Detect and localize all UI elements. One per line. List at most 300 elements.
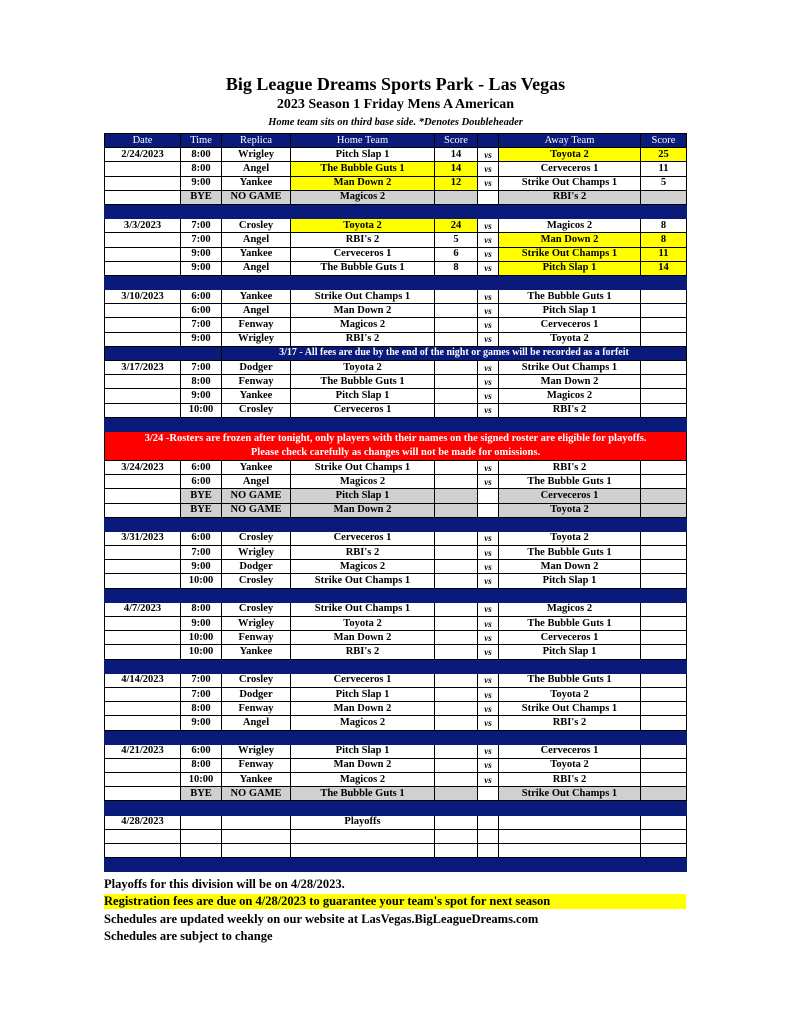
home-team: Pitch Slap 1 bbox=[291, 389, 435, 403]
home-team: Strike Out Champs 1 bbox=[291, 460, 435, 474]
game-date bbox=[105, 176, 181, 190]
game-date: 4/14/2023 bbox=[105, 673, 181, 687]
game-time: 7:00 bbox=[181, 687, 222, 701]
home-score: 5 bbox=[435, 233, 478, 247]
replica-field: NO GAME bbox=[222, 489, 291, 503]
game-date bbox=[105, 773, 181, 787]
home-team: Man Down 2 bbox=[291, 631, 435, 645]
replica-field: Crosley bbox=[222, 219, 291, 233]
separator-band bbox=[105, 204, 687, 218]
replica-field: NO GAME bbox=[222, 787, 291, 801]
replica-field: Angel bbox=[222, 475, 291, 489]
home-team: The Bubble Guts 1 bbox=[291, 261, 435, 275]
vs-label: vs bbox=[478, 375, 499, 389]
replica-field: Angel bbox=[222, 716, 291, 730]
replica-field: Fenway bbox=[222, 375, 291, 389]
away-team: Toyota 2 bbox=[499, 332, 641, 346]
vs-label: vs bbox=[478, 617, 499, 631]
replica-field: Yankee bbox=[222, 290, 291, 304]
away-score bbox=[641, 375, 687, 389]
vs-label: vs bbox=[478, 758, 499, 772]
game-time: 8:00 bbox=[181, 375, 222, 389]
game-date bbox=[105, 489, 181, 503]
away-score bbox=[641, 361, 687, 375]
game-date bbox=[105, 687, 181, 701]
game-row bbox=[105, 844, 687, 858]
game-row bbox=[105, 687, 687, 701]
replica-field: Yankee bbox=[222, 773, 291, 787]
away-score bbox=[641, 773, 687, 787]
away-score bbox=[641, 332, 687, 346]
home-team: Magicos 2 bbox=[291, 475, 435, 489]
away-team: Magicos 2 bbox=[499, 219, 641, 233]
game-time: 8:00 bbox=[181, 758, 222, 772]
away-score bbox=[641, 758, 687, 772]
game-time: BYE bbox=[181, 489, 222, 503]
game-row bbox=[105, 758, 687, 772]
replica-field: Wrigley bbox=[222, 744, 291, 758]
game-row bbox=[105, 261, 687, 275]
game-time: 9:00 bbox=[181, 389, 222, 403]
away-team: Cerveceros 1 bbox=[499, 318, 641, 332]
game-time: 10:00 bbox=[181, 645, 222, 659]
home-score bbox=[435, 702, 478, 716]
replica-field: Fenway bbox=[222, 758, 291, 772]
away-score: 11 bbox=[641, 162, 687, 176]
vs-label: vs bbox=[478, 233, 499, 247]
header-home-score: Score bbox=[435, 134, 478, 148]
away-score bbox=[641, 617, 687, 631]
page-title: Big League Dreams Sports Park - Las Vegas bbox=[225, 74, 566, 94]
home-team: Cerveceros 1 bbox=[291, 403, 435, 417]
home-score bbox=[435, 829, 478, 843]
vs-label: vs bbox=[478, 290, 499, 304]
home-team: The Bubble Guts 1 bbox=[291, 375, 435, 389]
vs-label: vs bbox=[478, 318, 499, 332]
game-date bbox=[105, 716, 181, 730]
game-row bbox=[105, 318, 687, 332]
home-score bbox=[435, 375, 478, 389]
replica-field: Yankee bbox=[222, 176, 291, 190]
replica-field: Angel bbox=[222, 304, 291, 318]
home-team: Toyota 2 bbox=[291, 361, 435, 375]
home-team: The Bubble Guts 1 bbox=[291, 162, 435, 176]
game-row bbox=[105, 389, 687, 403]
game-time: 6:00 bbox=[181, 304, 222, 318]
game-time: BYE bbox=[181, 787, 222, 801]
vs-label: vs bbox=[478, 219, 499, 233]
game-date: 3/10/2023 bbox=[105, 290, 181, 304]
vs-label: vs bbox=[478, 574, 499, 588]
home-score bbox=[435, 716, 478, 730]
vs-label: vs bbox=[478, 687, 499, 701]
home-score bbox=[435, 687, 478, 701]
game-row bbox=[105, 815, 687, 829]
home-score bbox=[435, 617, 478, 631]
game-row bbox=[105, 304, 687, 318]
away-team: Man Down 2 bbox=[499, 560, 641, 574]
home-score bbox=[435, 332, 478, 346]
table-header bbox=[105, 134, 687, 148]
replica-field bbox=[222, 844, 291, 858]
vs-label: vs bbox=[478, 148, 499, 162]
bye-row bbox=[105, 787, 687, 801]
separator-cell bbox=[105, 275, 687, 289]
vs-label: vs bbox=[478, 546, 499, 560]
separator-cell bbox=[105, 417, 687, 431]
game-time: 6:00 bbox=[181, 475, 222, 489]
home-score bbox=[435, 546, 478, 560]
vs-label: vs bbox=[478, 389, 499, 403]
home-score bbox=[435, 531, 478, 545]
away-team: The Bubble Guts 1 bbox=[499, 475, 641, 489]
game-time: BYE bbox=[181, 503, 222, 517]
game-date bbox=[105, 546, 181, 560]
home-team: RBI's 2 bbox=[291, 645, 435, 659]
home-team: Magicos 2 bbox=[291, 716, 435, 730]
game-date bbox=[105, 645, 181, 659]
home-score bbox=[435, 460, 478, 474]
replica-field: Yankee bbox=[222, 645, 291, 659]
away-team bbox=[499, 829, 641, 843]
game-date: 4/21/2023 bbox=[105, 744, 181, 758]
vs-label bbox=[478, 503, 499, 517]
replica-field: Crosley bbox=[222, 531, 291, 545]
away-team: RBI's 2 bbox=[499, 773, 641, 787]
home-team: Pitch Slap 1 bbox=[291, 489, 435, 503]
game-date bbox=[105, 332, 181, 346]
away-team: Man Down 2 bbox=[499, 375, 641, 389]
vs-label: vs bbox=[478, 304, 499, 318]
replica-field: Yankee bbox=[222, 460, 291, 474]
vs-label: vs bbox=[478, 361, 499, 375]
game-row bbox=[105, 219, 687, 233]
home-team: Strike Out Champs 1 bbox=[291, 290, 435, 304]
home-score: 8 bbox=[435, 261, 478, 275]
away-team bbox=[499, 844, 641, 858]
home-score bbox=[435, 489, 478, 503]
home-score bbox=[435, 673, 478, 687]
away-team: Toyota 2 bbox=[499, 148, 641, 162]
game-date bbox=[105, 318, 181, 332]
game-row bbox=[105, 332, 687, 346]
home-score bbox=[435, 304, 478, 318]
away-team: Magicos 2 bbox=[499, 389, 641, 403]
game-date bbox=[105, 261, 181, 275]
away-team: Man Down 2 bbox=[499, 233, 641, 247]
vs-label: vs bbox=[478, 460, 499, 474]
away-score bbox=[641, 844, 687, 858]
away-team: Toyota 2 bbox=[499, 503, 641, 517]
game-date: 4/7/2023 bbox=[105, 602, 181, 616]
away-score bbox=[641, 546, 687, 560]
away-score: 25 bbox=[641, 148, 687, 162]
away-score bbox=[641, 744, 687, 758]
replica-field: Wrigley bbox=[222, 332, 291, 346]
game-time bbox=[181, 829, 222, 843]
header-away-team: Away Team bbox=[499, 134, 641, 148]
game-date bbox=[105, 247, 181, 261]
home-team: Toyota 2 bbox=[291, 219, 435, 233]
home-team: Pitch Slap 1 bbox=[291, 744, 435, 758]
game-time bbox=[181, 815, 222, 829]
game-time: 7:00 bbox=[181, 673, 222, 687]
header-home-team: Home Team bbox=[291, 134, 435, 148]
vs-label: vs bbox=[478, 176, 499, 190]
away-team: The Bubble Guts 1 bbox=[499, 617, 641, 631]
game-row bbox=[105, 290, 687, 304]
game-row bbox=[105, 233, 687, 247]
away-score: 8 bbox=[641, 219, 687, 233]
game-date bbox=[105, 403, 181, 417]
away-team: RBI's 2 bbox=[499, 716, 641, 730]
separator-band bbox=[105, 417, 687, 431]
game-row bbox=[105, 744, 687, 758]
game-date bbox=[105, 844, 181, 858]
away-team: RBI's 2 bbox=[499, 190, 641, 204]
vs-label: vs bbox=[478, 332, 499, 346]
away-score bbox=[641, 190, 687, 204]
away-team: Pitch Slap 1 bbox=[499, 304, 641, 318]
vs-label: vs bbox=[478, 702, 499, 716]
home-score bbox=[435, 318, 478, 332]
game-row bbox=[105, 475, 687, 489]
home-team bbox=[291, 829, 435, 843]
bye-row bbox=[105, 503, 687, 517]
away-team: RBI's 2 bbox=[499, 403, 641, 417]
game-row bbox=[105, 617, 687, 631]
game-row bbox=[105, 460, 687, 474]
away-score: 5 bbox=[641, 176, 687, 190]
home-team: Cerveceros 1 bbox=[291, 531, 435, 545]
game-date bbox=[105, 631, 181, 645]
home-team: Magicos 2 bbox=[291, 318, 435, 332]
home-team: Magicos 2 bbox=[291, 560, 435, 574]
home-score bbox=[435, 787, 478, 801]
bye-row bbox=[105, 489, 687, 503]
separator-cell bbox=[105, 517, 687, 531]
separator-band bbox=[105, 858, 687, 872]
game-time: 6:00 bbox=[181, 744, 222, 758]
replica-field: NO GAME bbox=[222, 190, 291, 204]
header-replica: Replica bbox=[222, 134, 291, 148]
away-team: The Bubble Guts 1 bbox=[499, 546, 641, 560]
game-date bbox=[105, 787, 181, 801]
vs-label: vs bbox=[478, 247, 499, 261]
replica-field: Dodger bbox=[222, 361, 291, 375]
away-score bbox=[641, 815, 687, 829]
home-score bbox=[435, 290, 478, 304]
home-score bbox=[435, 631, 478, 645]
away-team: Cerveceros 1 bbox=[499, 631, 641, 645]
away-score bbox=[641, 503, 687, 517]
replica-field: Angel bbox=[222, 162, 291, 176]
away-score bbox=[641, 403, 687, 417]
away-team: Strike Out Champs 1 bbox=[499, 247, 641, 261]
game-date bbox=[105, 190, 181, 204]
game-time bbox=[181, 844, 222, 858]
game-time: 8:00 bbox=[181, 148, 222, 162]
home-score: 6 bbox=[435, 247, 478, 261]
home-team: Man Down 2 bbox=[291, 176, 435, 190]
away-score bbox=[641, 631, 687, 645]
home-score bbox=[435, 645, 478, 659]
home-score bbox=[435, 844, 478, 858]
game-time: 9:00 bbox=[181, 261, 222, 275]
game-time: 6:00 bbox=[181, 460, 222, 474]
game-row bbox=[105, 673, 687, 687]
game-time: 8:00 bbox=[181, 702, 222, 716]
game-time: 8:00 bbox=[181, 602, 222, 616]
separator-cell bbox=[105, 730, 687, 744]
away-team: Strike Out Champs 1 bbox=[499, 702, 641, 716]
away-score bbox=[641, 389, 687, 403]
game-date bbox=[105, 560, 181, 574]
replica-field: Fenway bbox=[222, 702, 291, 716]
replica-field: Angel bbox=[222, 261, 291, 275]
away-score bbox=[641, 560, 687, 574]
game-date bbox=[105, 758, 181, 772]
game-row bbox=[105, 716, 687, 730]
home-team: Pitch Slap 1 bbox=[291, 148, 435, 162]
game-date: 4/28/2023 bbox=[105, 815, 181, 829]
away-team bbox=[499, 815, 641, 829]
away-score bbox=[641, 787, 687, 801]
schedule-note: Home team sits on third base side. *Denotes Doubleheader bbox=[268, 117, 523, 128]
replica-field: NO GAME bbox=[222, 503, 291, 517]
separator-band bbox=[105, 275, 687, 289]
game-time: 7:00 bbox=[181, 233, 222, 247]
home-team: RBI's 2 bbox=[291, 233, 435, 247]
notice-text: 3/17 - All fees are due by the end of the night or games will be recorded as a forfeit bbox=[222, 346, 687, 360]
home-team: Man Down 2 bbox=[291, 503, 435, 517]
vs-label bbox=[478, 815, 499, 829]
home-team: Man Down 2 bbox=[291, 702, 435, 716]
game-row bbox=[105, 148, 687, 162]
vs-label: vs bbox=[478, 631, 499, 645]
away-team: Cerveceros 1 bbox=[499, 489, 641, 503]
home-team: The Bubble Guts 1 bbox=[291, 787, 435, 801]
game-time: BYE bbox=[181, 190, 222, 204]
header-time: Time bbox=[181, 134, 222, 148]
away-team: Strike Out Champs 1 bbox=[499, 361, 641, 375]
away-score bbox=[641, 645, 687, 659]
separator-cell bbox=[105, 659, 687, 673]
page-subtitle: 2023 Season 1 Friday Mens A American bbox=[276, 97, 515, 112]
away-score: 11 bbox=[641, 247, 687, 261]
vs-label bbox=[478, 489, 499, 503]
game-time: 10:00 bbox=[181, 773, 222, 787]
away-team: Toyota 2 bbox=[499, 758, 641, 772]
vs-label: vs bbox=[478, 673, 499, 687]
header-date: Date bbox=[105, 134, 181, 148]
replica-field: Fenway bbox=[222, 631, 291, 645]
away-score bbox=[641, 829, 687, 843]
vs-label: vs bbox=[478, 403, 499, 417]
game-date bbox=[105, 233, 181, 247]
replica-field bbox=[222, 815, 291, 829]
home-score bbox=[435, 475, 478, 489]
home-score bbox=[435, 744, 478, 758]
game-time: 7:00 bbox=[181, 546, 222, 560]
header-vs bbox=[478, 134, 499, 148]
vs-label: vs bbox=[478, 602, 499, 616]
game-time: 8:00 bbox=[181, 162, 222, 176]
away-score bbox=[641, 489, 687, 503]
game-row bbox=[105, 829, 687, 843]
game-date bbox=[105, 162, 181, 176]
game-time: 9:00 bbox=[181, 716, 222, 730]
game-time: 7:00 bbox=[181, 361, 222, 375]
game-time: 7:00 bbox=[181, 219, 222, 233]
roster-notice bbox=[105, 431, 687, 460]
game-row bbox=[105, 361, 687, 375]
replica-field: Dodger bbox=[222, 687, 291, 701]
replica-field: Crosley bbox=[222, 574, 291, 588]
game-date: 3/3/2023 bbox=[105, 219, 181, 233]
away-team: Cerveceros 1 bbox=[499, 744, 641, 758]
away-team: Strike Out Champs 1 bbox=[499, 787, 641, 801]
away-score bbox=[641, 702, 687, 716]
game-row bbox=[105, 702, 687, 716]
game-time: 9:00 bbox=[181, 176, 222, 190]
away-score: 14 bbox=[641, 261, 687, 275]
game-date bbox=[105, 574, 181, 588]
away-team: Pitch Slap 1 bbox=[499, 574, 641, 588]
separator-cell bbox=[105, 801, 687, 815]
home-score bbox=[435, 773, 478, 787]
away-team: Toyota 2 bbox=[499, 687, 641, 701]
game-row bbox=[105, 631, 687, 645]
game-time: 10:00 bbox=[181, 631, 222, 645]
game-date: 3/24/2023 bbox=[105, 460, 181, 474]
replica-field: Yankee bbox=[222, 247, 291, 261]
away-team: RBI's 2 bbox=[499, 460, 641, 474]
vs-label bbox=[478, 829, 499, 843]
game-time: 9:00 bbox=[181, 617, 222, 631]
home-score bbox=[435, 403, 478, 417]
game-row bbox=[105, 560, 687, 574]
roster-notice-row bbox=[105, 431, 687, 460]
vs-label: vs bbox=[478, 773, 499, 787]
replica-field: Wrigley bbox=[222, 148, 291, 162]
home-score bbox=[435, 560, 478, 574]
game-date: 2/24/2023 bbox=[105, 148, 181, 162]
vs-label bbox=[478, 787, 499, 801]
game-row bbox=[105, 773, 687, 787]
home-team: Playoffs bbox=[291, 815, 435, 829]
home-team: Strike Out Champs 1 bbox=[291, 602, 435, 616]
game-row bbox=[105, 602, 687, 616]
home-score bbox=[435, 815, 478, 829]
vs-label: vs bbox=[478, 560, 499, 574]
home-score bbox=[435, 190, 478, 204]
home-team: Man Down 2 bbox=[291, 758, 435, 772]
away-team: Pitch Slap 1 bbox=[499, 645, 641, 659]
home-team: Strike Out Champs 1 bbox=[291, 574, 435, 588]
footer-disclaimer: Schedules are subject to change bbox=[104, 929, 273, 943]
away-team: Magicos 2 bbox=[499, 602, 641, 616]
game-date bbox=[105, 503, 181, 517]
vs-label: vs bbox=[478, 261, 499, 275]
vs-label: vs bbox=[478, 162, 499, 176]
game-date: 3/31/2023 bbox=[105, 531, 181, 545]
home-team: Pitch Slap 1 bbox=[291, 687, 435, 701]
away-score bbox=[641, 318, 687, 332]
away-score bbox=[641, 716, 687, 730]
game-time: 6:00 bbox=[181, 531, 222, 545]
roster-notice-line1: 3/24 -Rosters are frozen after tonight, only players with their names on the signed roster are eligible for playoffs. bbox=[144, 432, 647, 444]
